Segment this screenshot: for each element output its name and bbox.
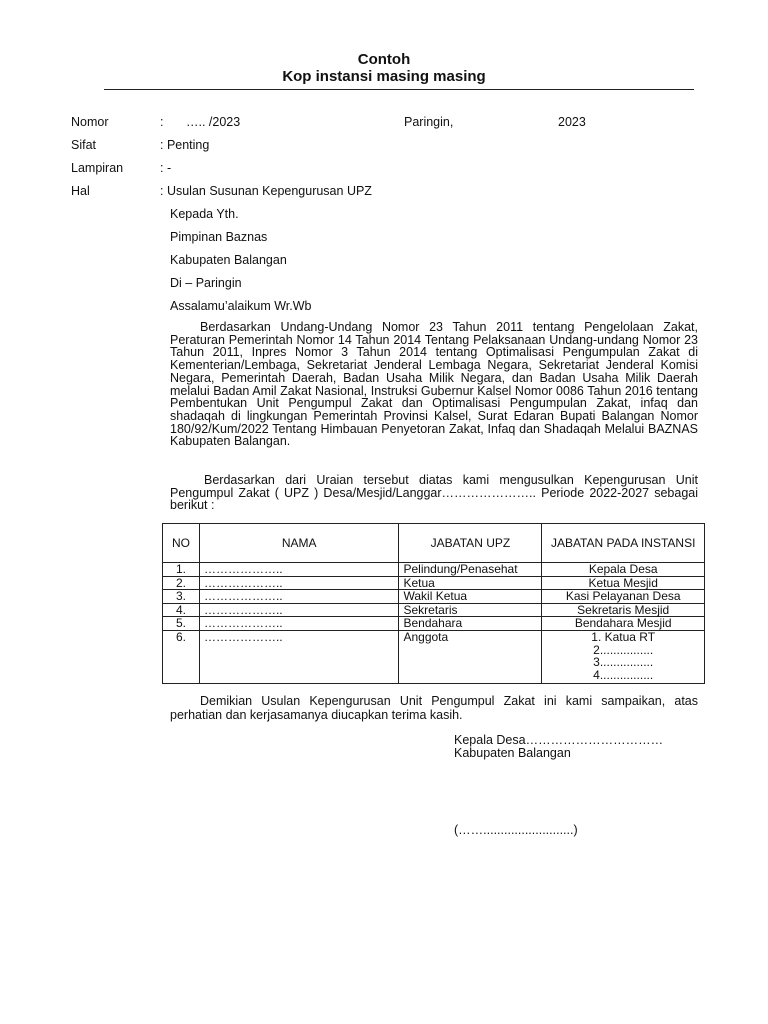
- lampiran-value: : -: [160, 161, 172, 175]
- row-jabatan-upz: Wakil Ketua: [399, 590, 542, 604]
- row-jabatan-upz: Pelindung/Penasehat: [399, 563, 542, 577]
- hal-value: : Usulan Susunan Kepengurusan UPZ: [160, 184, 372, 198]
- paragraph-legal-basis: Berdasarkan Undang-Undang Nomor 23 Tahun 2011 tentang Pengelolaan Zakat, Peraturan Pemerintah Nomor 14 Tahun 2014 Tentang Pelaksanaan Undang-undang Nomor 23 Tahun 2011, Inpres Nomor 3 Tahun 2014 tentang Optimalisasi Pengumpulan Zakat di Kementerian/Lembaga, Sekretariat Jenderal Lembaga Negara, Sekretariat Jenderal Komisi Negara, Pemerintah Daerah, Badan Usaha Milik Negara, dan Badan Usaha Milik Daerah melalui Badan Amil Zakat Nasional, Instruksi Gubernur Kalsel Nomor 0086 Tahun 2016 tentang Pembentukan Unit Pengumpul Zakat dan Optimalisasi Pengumpulan Zakat, infaq dan shadaqah di lingkungan Pemerintah Provinsi Kalsel, Surat Edaran Bupati Balangan Nomor 180/92/Kum/2022 Tentang Himbauan Penyetoran Zakat, Infaq dan Shadaqah Melalui BAZNAS Kabupaten Balangan.: [170, 320, 698, 449]
- paragraph-proposal: Berdasarkan dari Uraian tersebut diatas kami mengusulkan Kepengurusan Unit Pengumpul Zakat ( UPZ ) Desa/Mesjid/Langgar………………….. Periode 2022-2027 sebagai berikut :: [170, 473, 698, 513]
- recipient-line-4: Di – Paringin: [170, 276, 242, 290]
- recipient-line-1: Kepada Yth.: [170, 207, 239, 221]
- hal-label: Hal: [71, 184, 90, 198]
- header-jabatan-upz: JABATAN UPZ: [399, 524, 542, 563]
- row-jabatan-instansi: Kasi Pelayanan Desa: [542, 590, 705, 604]
- header-divider: [104, 89, 694, 90]
- header-no: NO: [163, 524, 200, 563]
- nomor-label: Nomor: [71, 115, 109, 129]
- table-header-row: [163, 524, 705, 563]
- sifat-label: Sifat: [71, 138, 97, 152]
- row-jabatan-upz: Bendahara: [399, 617, 542, 631]
- row-nama: ………………..: [199, 630, 399, 683]
- row-nama: ………………..: [199, 563, 399, 577]
- table-row: [163, 617, 705, 631]
- row-jabatan-upz: Sekretaris: [399, 603, 542, 617]
- row-nama: ………………..: [199, 617, 399, 631]
- row-jabatan-upz: Ketua: [399, 576, 542, 590]
- anggota-line: 3................: [593, 655, 654, 670]
- row-no: 6.: [163, 630, 200, 683]
- row-jabatan-instansi: Bendahara Mesjid: [542, 617, 705, 631]
- anggota-line: 2................: [593, 642, 654, 657]
- signature-region: Kabupaten Balangan: [454, 746, 571, 760]
- heading-contoh: Contoh: [357, 51, 411, 68]
- row-nama: ………………..: [199, 576, 399, 590]
- row-no: 2.: [163, 576, 200, 590]
- table-row: [163, 576, 705, 590]
- row-nama: ………………..: [199, 590, 399, 604]
- row-jabatan-upz: Anggota: [399, 630, 542, 683]
- heading-kop: Kop instansi masing masing: [282, 68, 486, 85]
- row-nama: ………………..: [199, 603, 399, 617]
- anggota-line: 1. Katua RT: [591, 629, 656, 644]
- lampiran-label: Lampiran: [71, 161, 124, 175]
- sifat-value: : Penting: [160, 138, 210, 152]
- row-jabatan-instansi: Ketua Mesjid: [542, 576, 705, 590]
- nomor-colon: :: [160, 115, 164, 129]
- row-jabatan-instansi: [542, 630, 705, 683]
- anggota-line: 4................: [593, 667, 654, 682]
- table-row: [163, 590, 705, 604]
- row-no: 5.: [163, 617, 200, 631]
- header-nama: NAMA: [199, 524, 399, 563]
- closing-paragraph: Demikian Usulan Kepengurusan Unit Pengumpul Zakat ini kami sampaikan, atas perhatian dan kerjasamanya diucapkan terima kasih.: [170, 694, 698, 722]
- table-row: [163, 603, 705, 617]
- signature-title: Kepala Desa……………………………: [454, 733, 664, 747]
- row-no: 4.: [163, 603, 200, 617]
- letter-place: Paringin,: [404, 115, 454, 129]
- table-row: [163, 563, 705, 577]
- greeting: Assalamu’alaikum Wr.Wb: [170, 299, 312, 313]
- row-jabatan-instansi: Sekretaris Mesjid: [542, 603, 705, 617]
- recipient-line-3: Kabupaten Balangan: [170, 253, 287, 267]
- table-row: [163, 630, 705, 683]
- letter-year: 2023: [558, 115, 586, 129]
- row-jabatan-instansi: Kepala Desa: [542, 563, 705, 577]
- row-no: 1.: [163, 563, 200, 577]
- nomor-value: ….. /2023: [186, 115, 241, 129]
- signature-name: (……..........................): [454, 823, 578, 837]
- header-jabatan-instansi: JABATAN PADA INSTANSI: [542, 524, 705, 563]
- upz-table: [162, 523, 705, 684]
- recipient-line-2: Pimpinan Baznas: [170, 230, 268, 244]
- row-no: 3.: [163, 590, 200, 604]
